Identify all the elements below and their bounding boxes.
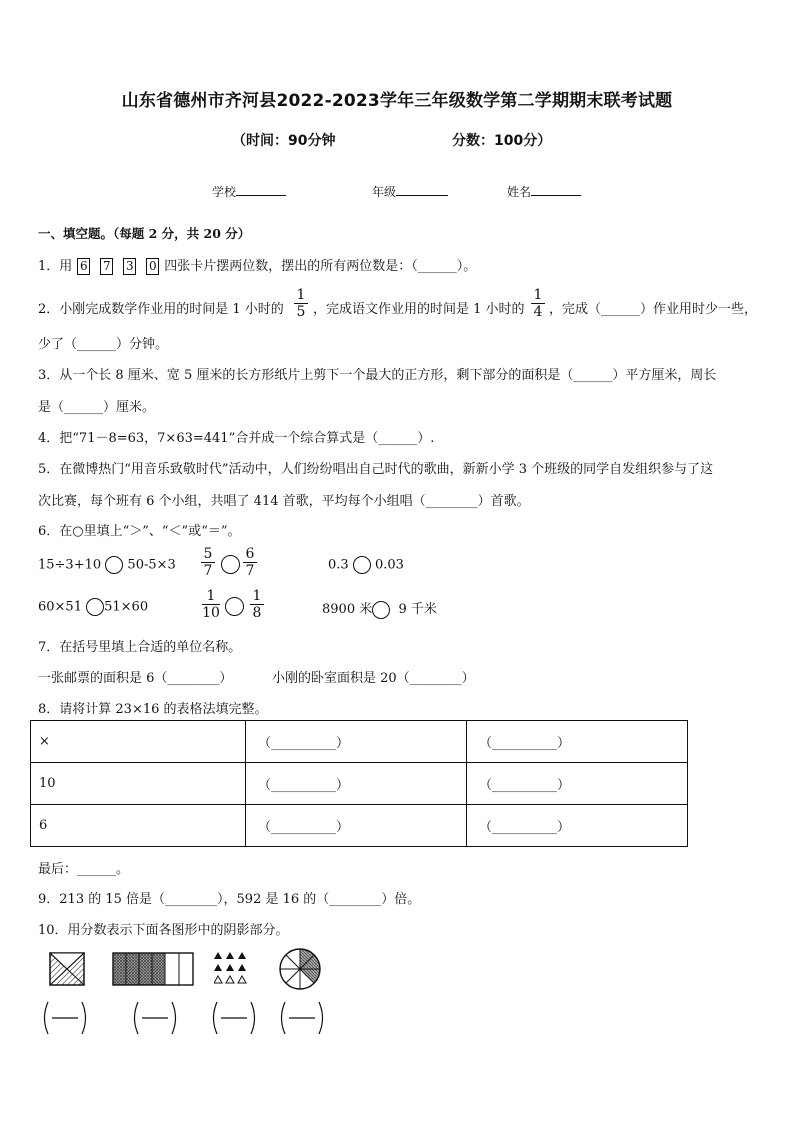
hatched-square-figure (49, 952, 85, 986)
multiplication-table (30, 720, 688, 847)
table-row: 6 （__________） （__________） (31, 805, 688, 847)
name-field[interactable] (507, 183, 581, 200)
grade-field[interactable] (372, 183, 448, 200)
strip-rectangle-figure (112, 952, 194, 986)
question-2-part2: ，完成语文作业用的时间是 1 小时的 (313, 302, 525, 317)
exam-time: （时间：90分钟 (232, 133, 336, 149)
answer-fraction-blank[interactable] (209, 1000, 259, 1036)
answer-fraction-blank[interactable] (130, 1000, 180, 1036)
question-5-line1: 5．在微博热门“用音乐致敬时代”活动中，人们纷纷唱出自己时代的歌曲，新新小学 3 个班级的同学自发组织参与了这 (38, 462, 714, 477)
fraction-5-7: 5 7 (200, 546, 216, 579)
question-7-b: 小刚的卧室面积是 20（________） (272, 671, 475, 686)
school-label: 学校 (212, 185, 237, 199)
question-2-part1: 2．小刚完成数学作业用的时间是 1 小时的 (38, 302, 284, 317)
compare-circle (353, 556, 371, 574)
section-heading: 一、填空题。（每题 2 分，共 20 分） (38, 226, 251, 241)
compare-1c: 0.3 0.03 (328, 557, 404, 573)
question-3-line2: 是（______）厘米。 (38, 400, 156, 415)
question-8-last: 最后：______。 (38, 862, 130, 877)
name-label: 姓名 (507, 185, 532, 199)
digit-card: 6 (77, 258, 90, 275)
question-3-line1: 3．从一个长 8 厘米、宽 5 厘米的长方形纸片上剪下一个最大的正方形，剩下部分的面积是（______）平方厘米，周长 (38, 368, 717, 383)
grade-label: 年级 (372, 185, 397, 199)
question-6-stem: 6．在○里填上“＞”、“＜”或“＝”。 (38, 524, 241, 539)
table-row: 10 （__________） （__________） (31, 763, 688, 805)
digit-card: 3 (123, 258, 136, 275)
question-8-stem: 8．请将计算 23×16 的表格法填完整。 (38, 702, 268, 717)
answer-fraction-blank[interactable] (277, 1000, 327, 1036)
compare-circle[interactable] (221, 555, 240, 574)
answer-fraction-blank[interactable] (40, 1000, 90, 1036)
compare-circle[interactable] (225, 597, 244, 616)
question-7-stem: 7．在括号里填上合适的单位名称。 (38, 640, 242, 655)
question-10-stem: 10．用分数表示下面各图形中的阴影部分。 (38, 923, 289, 938)
compare-1a: 15÷3+10 50-5×3 (38, 557, 176, 573)
question-5-line2: 次比赛，每个班有 6 个小组，共唱了 414 首歌，平均每个小组唱（________）首歌。 (38, 494, 530, 509)
question-2-line2: 少了（______）分钟。 (38, 337, 169, 352)
table-row: × （__________） （__________） (31, 721, 688, 763)
page-title: 山东省德州市齐河县2022-2023学年三年级数学第二学期期末联考试题 (121, 91, 673, 111)
exam-score: 分数：100分） (452, 133, 552, 149)
compare-circle (105, 556, 123, 574)
compare-circle (86, 598, 104, 616)
fraction-1-8: 1 8 (249, 588, 265, 621)
fraction-6-7: 6 7 (242, 546, 258, 579)
compare-circle (372, 601, 390, 619)
question-9: 9．213 的 15 倍是（________），592 是 16 的（________）倍。 (38, 892, 421, 907)
question-2-part3: ，完成（______）作业用时少一些， (549, 302, 758, 317)
fraction-one-fourth: 1 4 (530, 287, 546, 320)
fraction-one-fifth: 1 5 (293, 287, 309, 320)
school-field[interactable] (212, 183, 286, 200)
digit-card: 7 (100, 258, 113, 275)
question-7-a: 一张邮票的面积是 6（________） (38, 671, 233, 686)
compare-2c: 8900 米 9 千米 (322, 602, 437, 617)
digit-card: 0 (146, 258, 159, 275)
triangle-grid-figure (214, 950, 254, 986)
fraction-1-10: 1 10 (202, 588, 220, 621)
compare-2a: 60×51 51×60 (38, 599, 149, 615)
pie-circle-figure (278, 947, 322, 991)
question-4: 4．把“71－8=63，7×63=441”合并成一个综合算式是（______）. (38, 431, 435, 446)
question-1: 1．用 6 7 3 0 四张卡片摆两位数，摆出的所有两位数是：（______）。 (38, 259, 477, 274)
